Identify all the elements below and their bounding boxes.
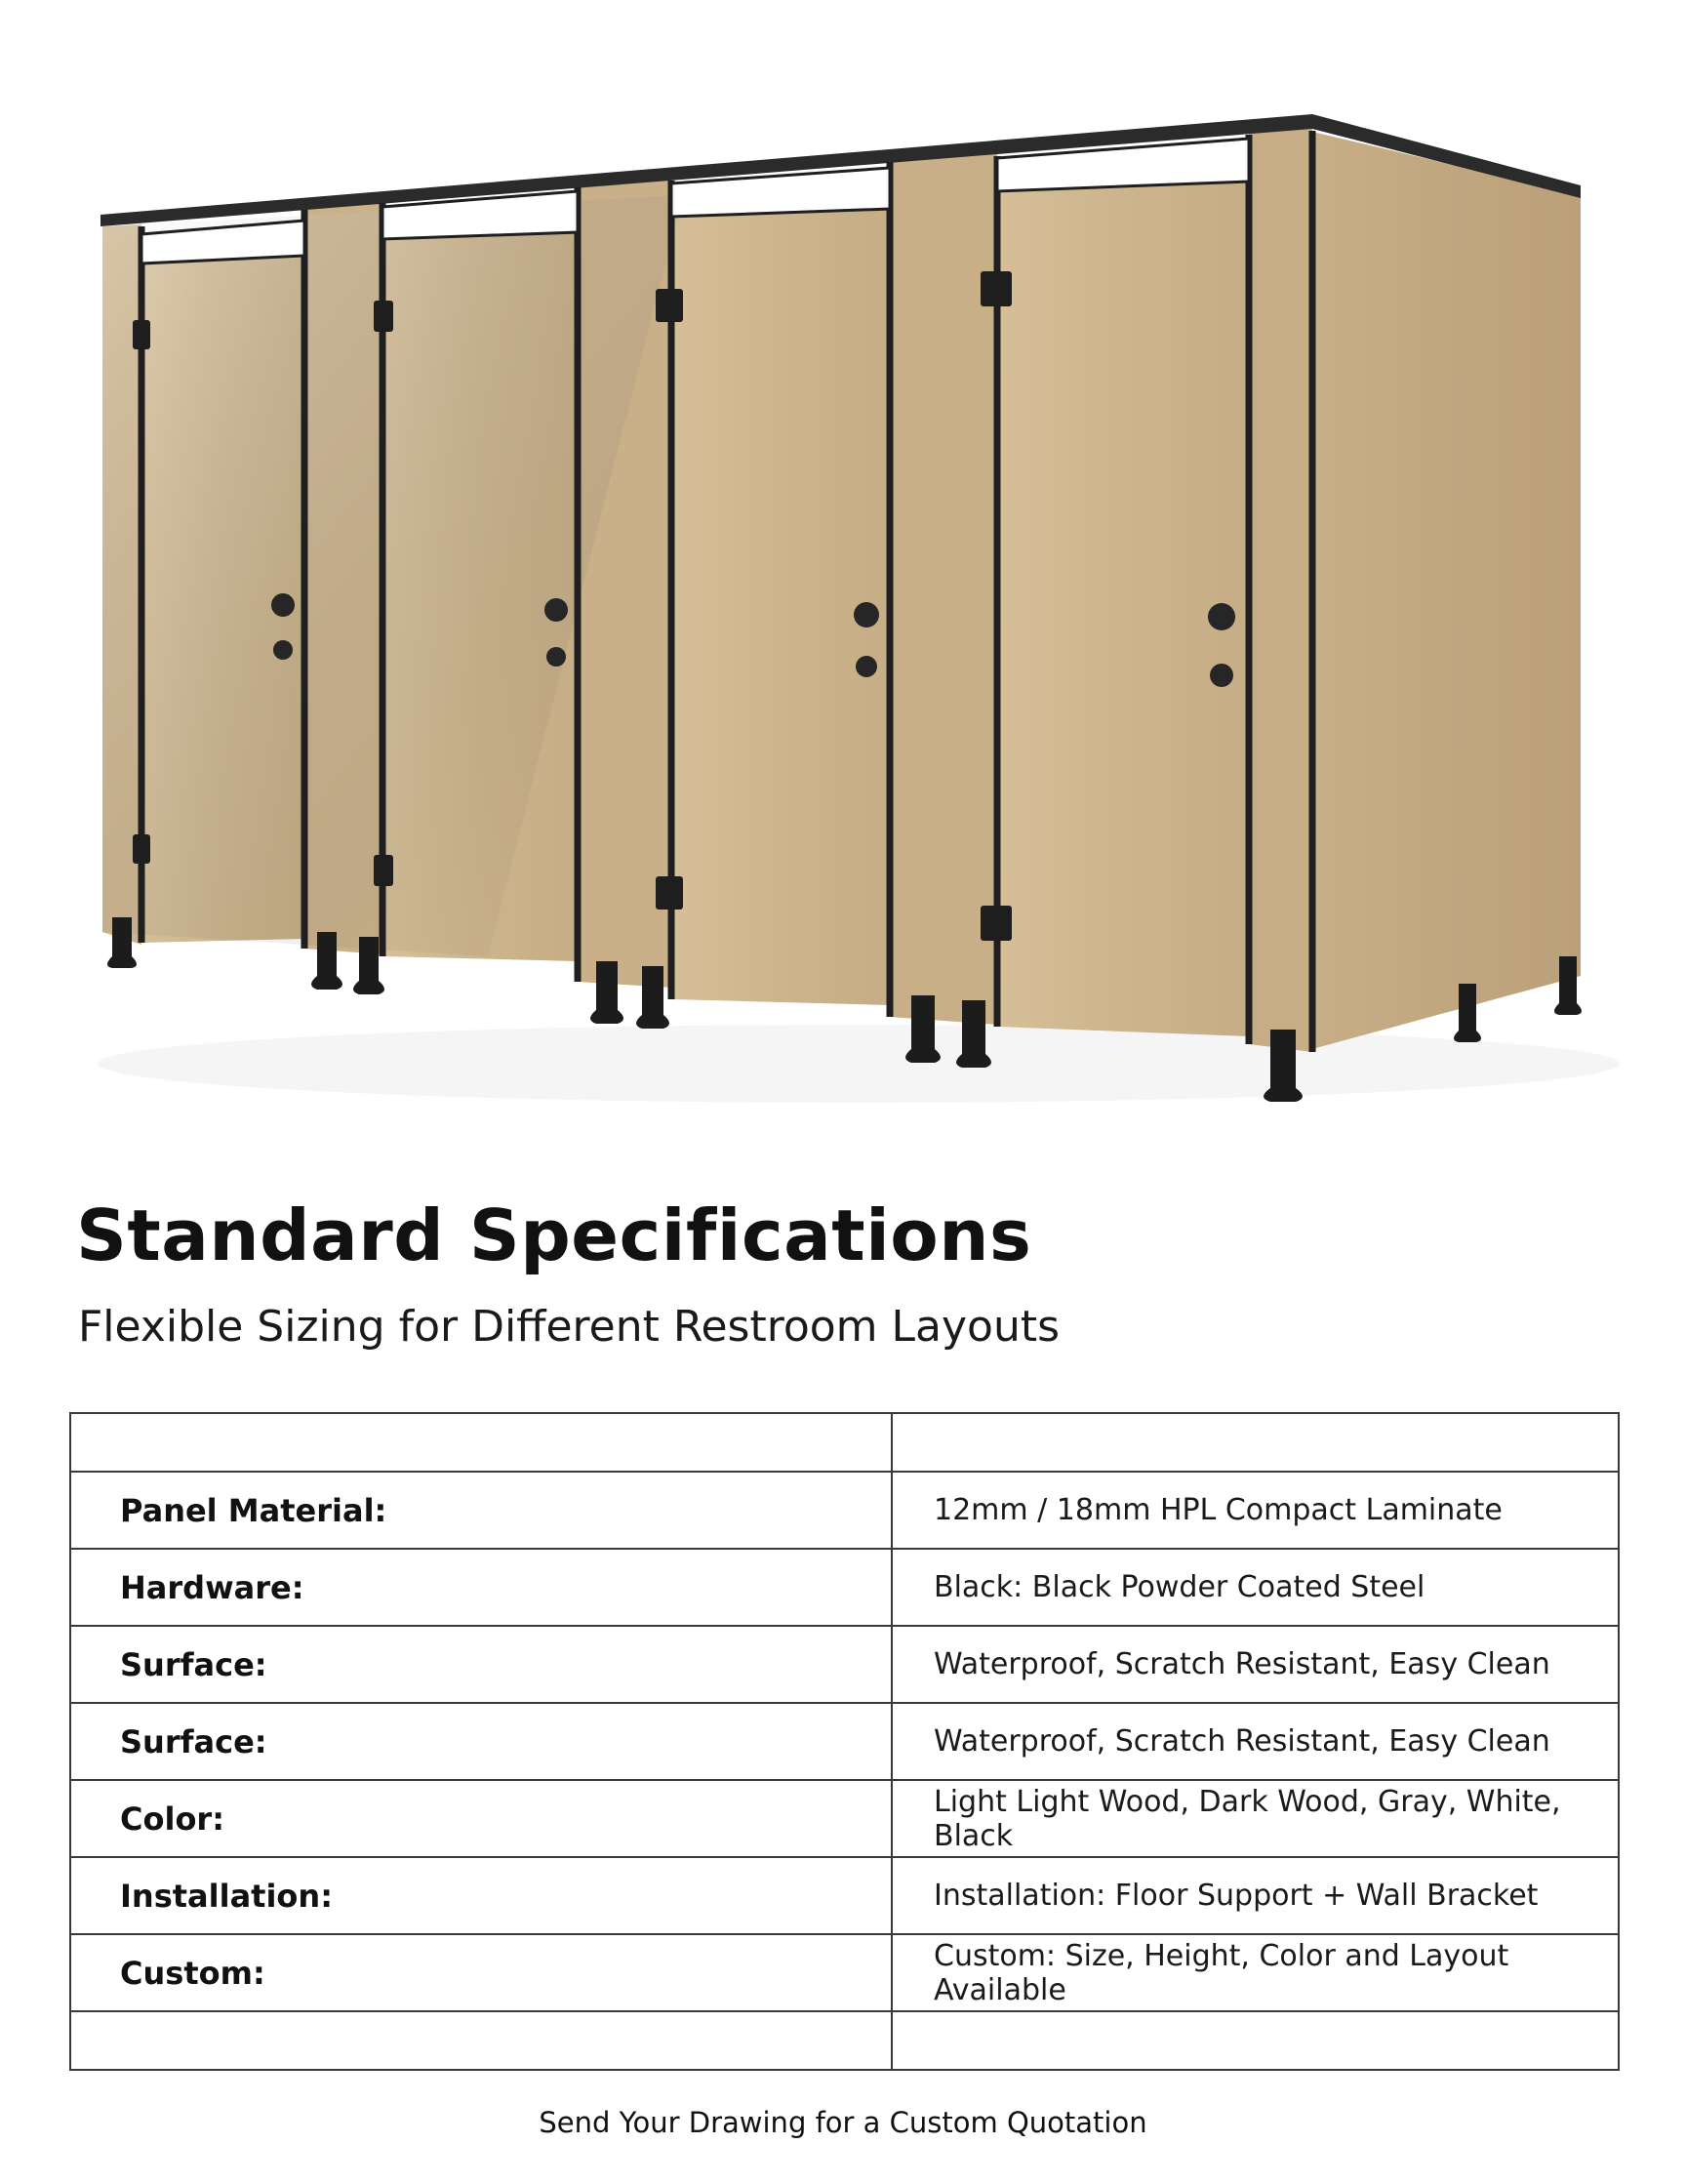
side-panel xyxy=(1312,132,1581,1049)
spec-value: Installation: Floor Support + Wall Bracket xyxy=(892,1857,1619,1934)
spec-value: 12mm / 18mm HPL Compact Laminate xyxy=(892,1472,1619,1549)
specifications-table xyxy=(69,1412,1620,2071)
spec-label: Surface: xyxy=(70,1703,892,1780)
page-subtitle: Flexible Sizing for Different Restroom Layouts xyxy=(78,1302,1061,1352)
table-row-empty xyxy=(70,1413,1619,1472)
table-row xyxy=(70,1626,1619,1703)
table-row-empty xyxy=(70,2011,1619,2070)
spec-value: Custom: Size, Height, Color and Layout Available xyxy=(892,1934,1619,2011)
table-row xyxy=(70,1780,1619,1857)
spec-label: Panel Material: xyxy=(70,1472,892,1549)
spec-value: Waterproof, Scratch Resistant, Easy Clean xyxy=(892,1703,1619,1780)
table-row xyxy=(70,1934,1619,2011)
spec-label: Surface: xyxy=(70,1626,892,1703)
spec-label: Custom: xyxy=(70,1934,892,2011)
spec-value: Black: Black Powder Coated Steel xyxy=(892,1549,1619,1626)
front-panels xyxy=(102,129,1312,1052)
table-row xyxy=(70,1703,1619,1780)
spec-label: Installation: xyxy=(70,1857,892,1934)
table-row xyxy=(70,1857,1619,1934)
spec-label: Hardware: xyxy=(70,1549,892,1626)
spec-value: Waterproof, Scratch Resistant, Easy Clean xyxy=(892,1626,1619,1703)
spec-label: Color: xyxy=(70,1780,892,1857)
spec-value: Light Light Wood, Dark Wood, Gray, White, Black xyxy=(892,1780,1619,1857)
table-row xyxy=(70,1472,1619,1549)
page-title: Standard Specifications xyxy=(76,1194,1032,1276)
table-row xyxy=(70,1549,1619,1626)
footer-cta: Send Your Drawing for a Custom Quotation xyxy=(539,2106,1147,2139)
